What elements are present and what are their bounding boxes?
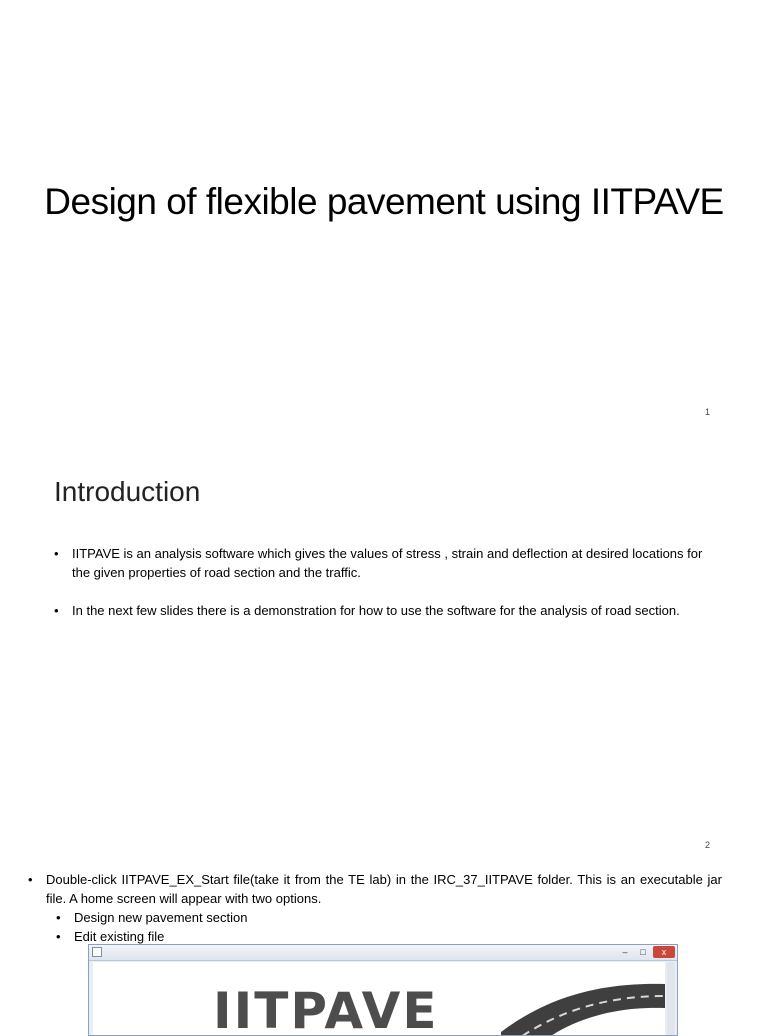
app-logo-text: IITPAVE xyxy=(213,982,439,1036)
maximize-icon[interactable]: □ xyxy=(640,947,646,957)
road-icon xyxy=(501,972,665,1036)
slide-title: Design of flexible pavement using IITPAVE xyxy=(44,181,724,222)
bullet-item xyxy=(28,870,722,946)
bullet-list xyxy=(28,870,722,946)
sub-bullet-item: • Design new pavement section xyxy=(56,908,722,927)
scrollbar[interactable] xyxy=(667,962,675,1036)
close-icon[interactable]: x xyxy=(653,946,675,958)
slide-3 xyxy=(0,864,768,1036)
slide-heading: Introduction xyxy=(54,476,201,507)
slide-1 xyxy=(0,0,768,432)
minimize-icon[interactable]: – xyxy=(622,947,628,957)
slide-2 xyxy=(0,432,768,864)
sub-bullet-item: • Edit existing file xyxy=(56,927,722,946)
bullet-list xyxy=(54,544,704,639)
app-window-screenshot xyxy=(88,944,678,1036)
sub-bullet-list xyxy=(46,908,722,946)
page-number: 1 xyxy=(704,407,710,417)
bullet-item: • IITPAVE is an analysis software which gives the values of stress , strain and deflection at desired locations for the given properties of road section and the traffic. xyxy=(54,544,704,582)
app-icon xyxy=(92,947,102,957)
page-number: 2 xyxy=(704,840,710,850)
bullet-item: • In the next few slides there is a demonstration for how to use the software for the analysis of road section. xyxy=(54,601,704,620)
window-content xyxy=(93,962,665,1036)
bullet-text: Double-click IITPAVE_EX_Start file(take it from the TE lab) in the IRC_37_IITPAVE folder. This is an executable jar file. A home screen will appear with two options. xyxy=(46,872,722,906)
window-titlebar xyxy=(89,945,677,961)
